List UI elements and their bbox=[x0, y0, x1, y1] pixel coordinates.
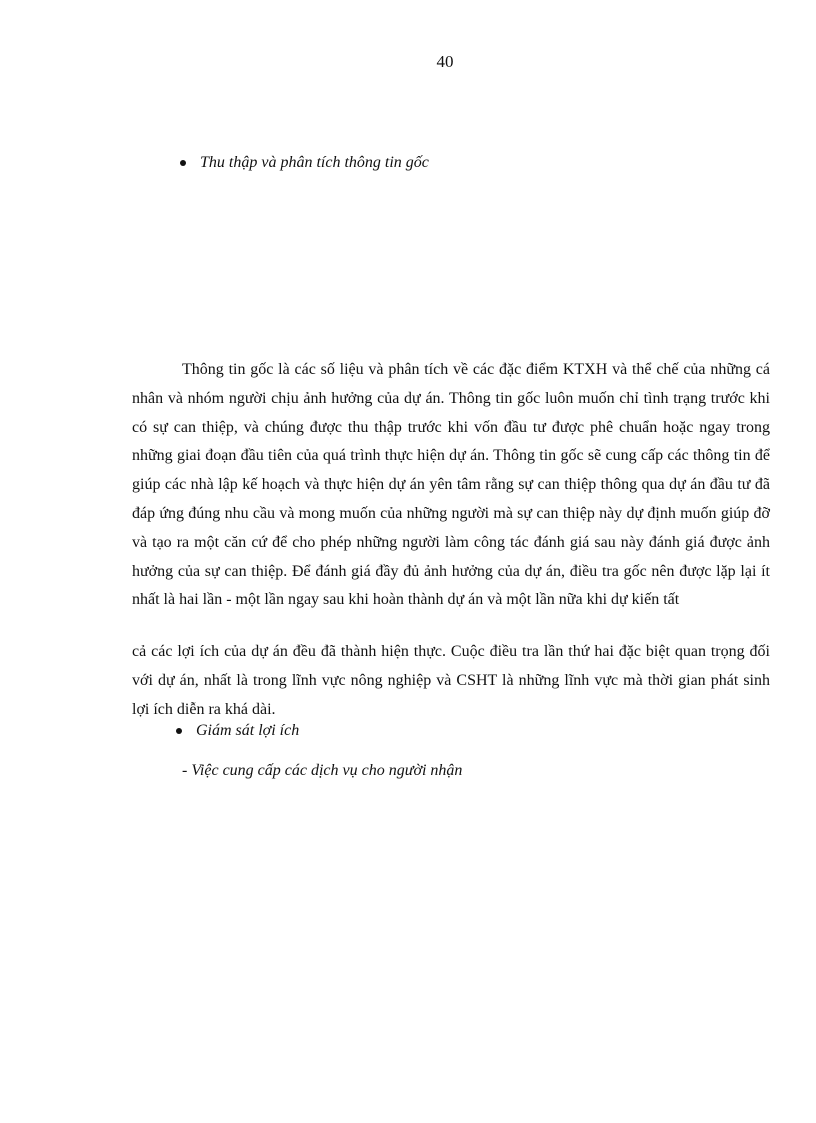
page-number: 40 bbox=[436, 52, 454, 71]
body-paragraph-part-2: cả các lợi ích của dự án đều đã thành hiện thực. Cuộc điều tra lần thứ hai đặc biệt quan trọng đối với dự án, nhất là trong lĩnh vực nông nghiệp và CSHT là những lĩnh vực mà thời gian phát sinh lợi ích diễn ra khá dài. bbox=[132, 643, 770, 718]
bullet-icon bbox=[180, 160, 186, 166]
bullet-icon bbox=[176, 728, 182, 734]
sub-item-service-delivery: - Việc cung cấp các dịch vụ cho người nhận bbox=[182, 762, 463, 779]
second-heading: Giám sát lợi ích bbox=[196, 722, 300, 739]
section-heading: Thu thập và phân tích thông tin gốc bbox=[200, 154, 429, 171]
body-paragraph-part-1: Thông tin gốc là các số liệu và phân tích về các đặc điểm KTXH và thể chế của những cá nhân và nhóm người chịu ảnh hưởng của dự án. Thông tin gốc luôn muốn chỉ tình trạng trước khi có sự can thiệp, và chúng được thu thập trước khi vốn đầu tư được phê chuẩn hoặc ngay trong những giai đoạn đầu tiên của quá trình thực hiện dự án. Thông tin gốc sẽ cung cấp các thông tin để giúp các nhà lập kế hoạch và thực hiện dự án yên tâm rằng sự can thiệp thông qua dự án đầu tư đã đáp ứng đúng nhu cầu và mong muốn của những người mà sự can thiệp này dự định muốn giúp đỡ và tạo ra một căn cứ để cho phép những người làm công tác đánh giá sau này đánh giá được ảnh hưởng của sự can thiệp. Để đánh giá đầy đủ ảnh hưởng của dự án, điều tra gốc nên được lặp lại ít nhất là hai lần - một lần ngay sau khi hoàn thành dự án và một lần nữa khi dự kiến tất bbox=[132, 361, 770, 609]
bullet-heading-baseline-info bbox=[180, 154, 429, 172]
bullet-heading-benefit-monitoring bbox=[176, 722, 299, 740]
